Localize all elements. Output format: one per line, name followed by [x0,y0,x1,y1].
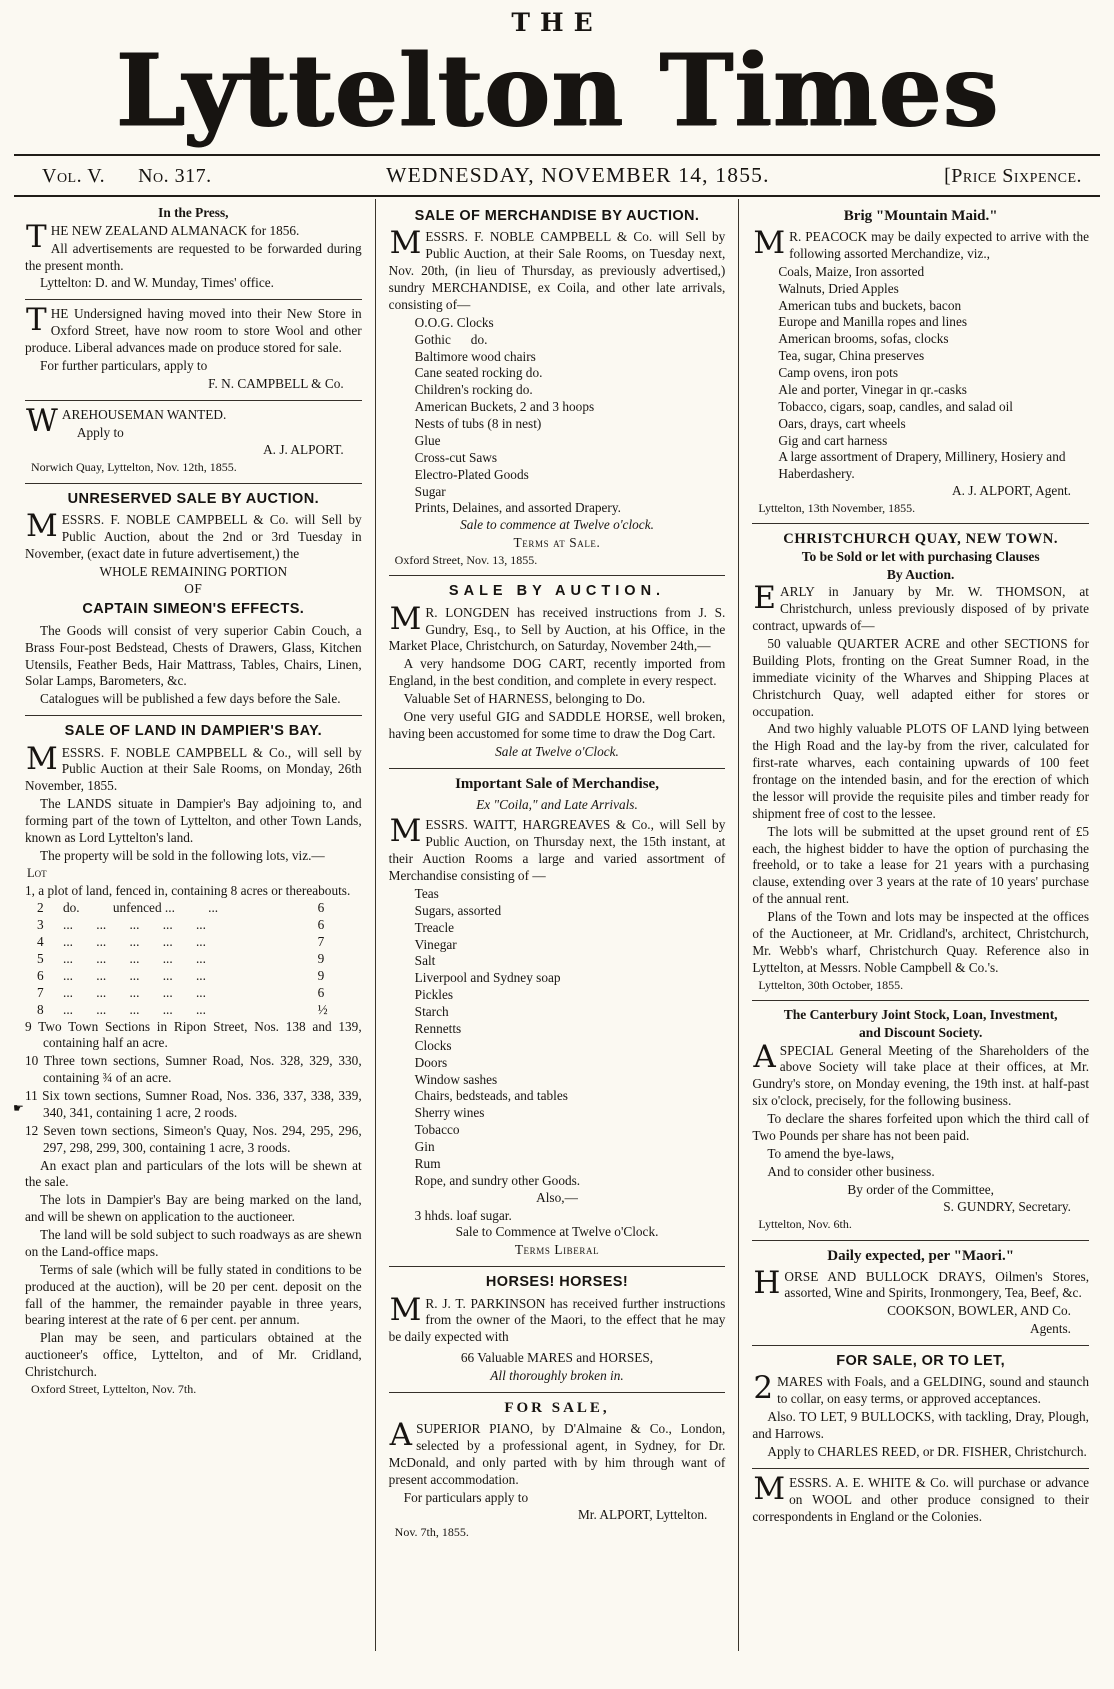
list-item: Liverpool and Sydney soap [414,970,561,986]
lot-number: 6 [37,967,44,983]
issue-info-bar [14,154,1100,197]
lot-number: 5 [37,951,44,967]
paragraph: The land will be sold subject to such roadways as are shewn on the Land-office maps. [25,1227,362,1259]
paragraph: Also. TO LET, 9 BULLOCKS, with tackling, Dray, Plough, and Harrows. [752,1409,1090,1442]
ad-title: CHRISTCHURCH QUAY, NEW TOWN. [783,531,1059,548]
list-item: Doors [414,1054,448,1070]
ad-sale-by-auction [389,582,726,760]
paragraph: The lots will be submitted at the upset ground rent of £5 each, the highest bidder to have the option of purchasing the freehold, or to take a lease for 21 years with a purchasing clause, extending over 3 years at the rate of 10 years' purchase of the annual rent. [752,823,1090,907]
ad-white-and-co [752,1470,1090,1526]
signature: S. GUNDRY, Secretary. [943,1199,1072,1215]
paragraph: EARLY in January by Mr. W. THOMSON, at Christchurch, unless previously disposed of by private contract, upwards of— [752,580,1090,634]
masthead-the: THE [511,8,603,37]
list-item: Pickles [414,987,454,1003]
list-item: Coals, Maize, Iron assorted [778,263,925,279]
dateline: Lyttelton, 13th November, 1855. [758,501,916,516]
masthead [0,8,1114,149]
signature: A. J. ALPORT. [263,442,344,458]
paragraph: The LANDS situate in Dampier's Bay adjoining to, and forming part of the town of Lyttelton, and other Town Lands, known as Lord Lyttelton's land. [25,796,362,845]
ad-title: FOR SALE, OR TO LET, [836,1353,1006,1370]
dateline: Lyttelton, Nov. 6th. [758,1217,852,1232]
lot-description: ... ... ... ... ... [63,917,206,933]
lot-item: 11 Six town sections, Sumner Road, Nos. 336, 337, 338, 339, 340, 341, containing 1 acre, 2 roods. [25,1088,362,1120]
paragraph: To amend the bye-laws, [767,1145,895,1161]
paragraph: THE NEW ZEALAND ALMANACK for 1856. [26,218,300,255]
ad-title: Brig "Mountain Maid." [843,207,998,224]
article-divider [752,523,1089,524]
list-item: Sugar [414,483,446,499]
article-divider [25,715,362,716]
ad-new-store [25,302,362,392]
lot-item-row [13,1088,362,1122]
paragraph: MR. J. T. PARKINSON has received further instructions from the owner of the Maori, to the effect that he may be daily expected with [388,1291,726,1345]
paragraph: And to consider other business. [767,1163,935,1179]
list-item: Starch [414,1004,449,1020]
paragraph: One very useful GIG and SADDLE HORSE, well broken, having been accustomed for some time to draw the Dog Cart. [388,708,726,741]
list-item: Vinegar [414,936,457,952]
paragraph: The Goods will consist of very superior Cabin Couch, a Brass Four-post Bedstead, Chests of Drawers, Glass, Kitchen Utensils, Feather Beds, Hair Mattrass, Tables, Chairs, Linen, Solar Lamps, Barometers, &c. [25,622,362,689]
issue-date: WEDNESDAY, NOVEMBER 14, 1855. [386,162,770,187]
paragraph: MR. PEACOCK may be daily expected to arrive with the following assorted Merchandize, viz., [753,225,1090,262]
paragraph: MESSRS. F. NOBLE CAMPBELL & Co. will Sell by Public Auction, at their Sale Rooms, on Tuesday next, Nov. 20th, (in lieu of Thursday, as previously advertised,) sundry MERCHANDISE, ex Coila, and other late arrivals, consisting of— [388,225,726,312]
display-line: 66 Valuable MARES and HORSES, [460,1350,654,1366]
lot-number: 3 [37,917,44,933]
terms-line: Terms Liberal [514,1242,600,1258]
list-item: Tobacco, cigars, soap, candles, and salad oil [778,398,1013,414]
ad-daily-expected-maori [752,1247,1089,1339]
kicker: In the Press, [158,204,229,220]
ad-christchurch-quay [752,530,1089,993]
lot-acreage: 9 [317,967,325,983]
paragraph: MESSRS. WAITT, HARGREAVES & Co., will Sell by Public Auction, on Thursday next, the 15th instant, at their Auction Rooms a large and varied assortment of Merchandise consisting of — [388,813,726,884]
list-item: Clocks [414,1037,452,1053]
dateline: Oxford Street, Lyttelton, Nov. 7th. [31,1381,197,1396]
lot-item: 9 Two Town Sections in Ripon Street, Nos. 138 and 139, containing half an acre. [25,1018,362,1051]
paragraph: An exact plan and particulars of the lots will be shewn at the sale. [25,1157,362,1190]
list-item: Gig and cart harness [778,432,888,448]
paragraph: MR. LONGDEN has received instructions from J. S. Gundry, Esq., to Sell by Auction, at his Office, in the Market Place, Christchurch, on Saturday, November 24th,— [388,600,726,654]
list-item: Baltimore wood chairs [414,348,536,364]
page-columns [12,199,1102,1651]
list-item: O.O.G. Clocks [414,314,494,330]
list-item: Cane seated rocking do. [414,365,543,381]
list-item: 3 hhds. loaf sugar. [414,1207,512,1223]
paragraph: All advertisements are requested to be forwarded during the present month. [25,240,362,273]
ad-title: The Canterbury Joint Stock, Loan, Investment, [783,1006,1058,1022]
article-divider [752,1000,1089,1001]
lot-acreage: ½ [317,1001,328,1017]
signature: A. J. ALPORT, Agent. [952,483,1072,499]
lot-table-row [25,985,362,1002]
list-item: Oars, drays, cart wheels [778,415,906,431]
list-item: Sugars, assorted [414,902,502,918]
lot-table-row [25,968,362,985]
dateline: Nov. 7th, 1855. [394,1525,469,1540]
list-item: Electro-Plated Goods [414,466,529,482]
list-item: A large assortment of Drapery, Millinery, Hosiery and Haberdashery. [778,449,1069,482]
signature: F. N. CAMPBELL & Co. [208,375,344,391]
lot-acreage: 6 [317,984,325,1000]
lot-number: 2 [37,900,44,916]
column-1 [12,199,375,1651]
ad-title: HORSES! HORSES! [485,1274,629,1291]
lot-acreage: 7 [317,934,325,950]
lot-acreage: 6 [317,900,325,916]
article-divider [25,299,362,300]
list-item: Glue [414,432,441,448]
list-item: Treacle [414,919,455,935]
paragraph: WAREHOUSEMAN WANTED. [26,402,227,439]
ad-merchandise-auction [389,207,726,568]
list-item: Chairs, bedsteads, and tables [414,1088,568,1104]
also-line: Also,— [536,1189,578,1205]
ad-title: Important Sale of Merchandise, [455,775,659,792]
paragraph: Apply to CHARLES REED, or DR. FISHER, Christchurch. [767,1443,1087,1459]
list-item: Sherry wines [414,1105,485,1121]
display-line: CAPTAIN SIMEON'S EFFECTS. [82,601,305,618]
ad-brig-mountain-maid [752,207,1089,516]
lot-acreage: 9 [317,951,325,967]
paragraph: ASUPERIOR PIANO, by D'Almaine & Co., London, selected by a professional agent, in Sydney, for Dr. McDonald, and only parted with by him through want of present accommodation. [388,1417,726,1487]
paragraph: MESSRS. A. E. WHITE & Co. will purchase or advance on WOOL and other produce consigned to their correspondents in England or the Colonies. [752,1470,1090,1524]
signature: Agents. [1030,1321,1072,1337]
paragraph: The lots in Dampier's Bay are being marked on the land, and will be shewn on application to the auctioneer. [25,1192,362,1225]
article-divider [389,1266,726,1267]
list-item: Camp ovens, iron pots [778,365,899,381]
article-divider [752,1468,1089,1469]
dateline: Oxford Street, Nov. 13, 1855. [394,553,538,567]
sale-time-line: Sale at Twelve o'Clock. [495,743,619,759]
lot-description: ... ... ... ... ... [63,1001,206,1017]
paragraph: Plan may be seen, and particulars obtained at the auctioneer's office, Lyttelton, and of Mr. Cridland, Christchurch. [25,1330,362,1380]
list-item: Prints, Delaines, and assorted Drapery. [414,500,621,516]
ad-subtitle: By Auction. [886,566,955,582]
sale-time-line: Sale to commence at Twelve o'clock. [460,517,654,533]
ad-piano-for-sale [389,1399,726,1541]
paragraph: Lyttelton: D. and W. Munday, Times' office. [40,275,274,291]
paragraph: Catalogues will be published a few days before the Sale. [40,691,341,707]
list-item: Teas [414,885,439,901]
lot-item: 1, a plot of land, fenced in, containing 8 acres or thereabouts. [25,882,351,898]
article-divider [389,1392,726,1393]
newspaper-title: Lyttelton Times [115,33,999,149]
ad-title: SALE BY AUCTION. [448,583,666,600]
lot-description: ... ... ... ... ... [63,934,206,950]
ad-land-sale [13,722,362,1397]
list-item: Cross-cut Saws [414,449,498,465]
paragraph: A very handsome DOG CART, recently imported from England, in the best condition, and complete in every respect. [388,656,726,689]
list-item: American brooms, sofas, clocks [778,331,949,347]
sale-time-line: Sale to Commence at Twelve o'Clock. [455,1224,659,1240]
price: [Price Sixpence. [944,164,1082,187]
lot-number: 8 [37,1001,44,1017]
display-line: WHOLE REMAINING PORTION [99,563,288,579]
lot-table-row [25,1002,362,1019]
ad-important-sale [389,775,726,1260]
paragraph: 2MARES with Foals, and a GELDING, sound and staunch to collar, on easy terms, or approved acceptances. [753,1370,1090,1407]
lot-description: ... ... ... ... ... [63,984,206,1000]
lot-number: 7 [37,984,44,1000]
list-item: Rope, and sundry other Goods. [414,1172,581,1188]
display-line: OF [184,581,203,597]
list-item: American Buckets, 2 and 3 hoops [414,399,595,415]
paragraph: For particulars apply to [403,1489,529,1505]
lot-table-row [25,951,362,968]
article-divider [389,575,726,576]
committee-line: By order of the Committee, [847,1181,994,1197]
paragraph: And two highly valuable PLOTS OF LAND lying between the High Road and the lay-by from the river, calculated for first-rate wharves, each containing upwards of 100 feet frontage on the intended basin, and for the erection of which the lessor will provide the requisite piles and timber ready for shipment free of cost to the lessee. [752,721,1090,821]
signature: Mr. ALPORT, Lyttelton. [577,1507,708,1523]
paragraph: 50 valuable QUARTER ACRE and other SECTIONS for Building Plots, fronting on the Great Sumner Road, in the immediate vicinity of the Wharves and Shipping Places at Christchurch Quay, well adapted either for stores or occupation. [752,636,1090,719]
list-item: Gothic do. [414,331,488,347]
article-divider [25,400,362,401]
paragraph: MESSRS. F. NOBLE CAMPBELL & Co., will sell by Public Auction at their Sale Rooms, on Monday, 26th November, 1855. [25,740,362,794]
lot-table-row [25,934,362,951]
volume-number: Vol. V. No. 317. [42,164,212,187]
ad-title: Daily expected, per "Maori." [827,1247,1015,1264]
ad-horses [389,1273,726,1385]
ad-canterbury-society [752,1007,1089,1233]
list-item: American tubs and buckets, bacon [778,297,962,313]
article-divider [752,1240,1089,1241]
list-item: Walnuts, Dried Apples [778,280,899,296]
ad-subtitle: Ex "Coila," and Late Arrivals. [476,796,638,812]
paragraph: THE Undersigned having moved into their New Store in Oxford Street, have now room to store Wool and other produce. Liberal advances made on produce stored for sale. [25,302,362,356]
terms-line: Terms at Sale. [513,535,601,551]
lot-label: Lot [27,865,47,880]
ad-title: SALE OF LAND IN DAMPIER'S BAY. [64,723,323,740]
display-line: All thoroughly broken in. [490,1368,624,1384]
list-item: Europe and Manilla ropes and lines [778,314,968,330]
paragraph: Apply to [76,424,124,440]
column-3 [738,199,1102,1651]
article-divider [389,768,726,769]
lot-description: ... ... ... ... ... [63,951,206,967]
list-item: Ale and porter, Vinegar in qr.-casks [778,381,967,397]
paragraph: The property will be sold in the following lots, viz.— [40,847,325,863]
paragraph: To declare the shares forfeited upon which the third call of Two Pounds per share has not been paid. [752,1111,1090,1143]
ad-unreserved-sale [25,490,362,709]
paragraph: Terms of sale (which will be fully stated in conditions to be produced at the auction), will be 20 per cent. deposit on the fall of the hammer, the remainder payable in three years, bearing interest at the rate of 6 per cent. per annum. [25,1261,362,1328]
ad-subtitle: To be Sold or let with purchasing Clauses [801,548,1040,564]
ad-warehouseman [25,402,362,476]
list-item: Children's rocking do. [414,382,533,398]
ad-title: FOR SALE, [504,1399,610,1416]
list-item: Salt [414,953,436,969]
column-2 [375,199,739,1651]
list-item: Window sashes [414,1071,498,1087]
paragraph: Plans of the Town and lots may be inspected at the offices of the Auctioneer, at Mr. Cridland's, architect, Christchurch, Mr. Webb's wharf, Christchurch Quay. Reference also in Lyttelton, at Messrs. Noble Campbell & Co.'s. [752,909,1090,975]
ad-title: and Discount Society. [858,1024,983,1040]
paragraph: HORSE AND BULLOCK DRAYS, Oilmen's Stores, assorted, Wine and Spirits, Ironmongery, Tea, Beef, &c. [753,1264,1090,1301]
list-item: Rum [414,1155,441,1171]
paragraph: MESSRS. F. NOBLE CAMPBELL & Co. will Sell by Public Auction, about the 2nd or 3rd Tuesday in November, (exact date in future advertisement,) the [25,507,362,561]
lot-table-row [25,917,362,934]
ad-for-sale-or-to-let [752,1352,1089,1461]
list-item: Tea, sugar, China preserves [778,348,925,364]
list-item: Tobacco [414,1122,460,1138]
signature: COOKSON, BOWLER, AND Co. [887,1303,1072,1319]
lot-description: ... ... ... ... ... [63,967,206,983]
lot-acreage: 6 [317,917,325,933]
lot-table-row [25,900,362,917]
lot-item: 10 Three town sections, Sumner Road, Nos. 328, 329, 330, containing ¾ of an acre. [25,1053,362,1086]
pointer-hand-icon: ☛ [13,1101,24,1116]
dateline: Lyttelton, 30th October, 1855. [758,977,904,992]
article-divider [25,483,362,484]
list-item: Gin [414,1139,435,1155]
paragraph: ASPECIAL General Meeting of the Shareholders of the above Society will take place at their offices, at Mr. Gundry's store, on Monday evening, the 19th inst. at half-past six o'clock, precisely, for the following business. [752,1038,1090,1109]
list-item: Rennetts [414,1020,462,1036]
article-divider [752,1345,1089,1346]
paragraph: For further particulars, apply to [40,357,208,373]
lot-description: do. unfenced ... ... [63,900,219,916]
dateline: Norwich Quay, Lyttelton, Nov. 12th, 1855. [31,460,237,475]
lot-number: 4 [37,934,44,950]
paragraph: Valuable Set of HARNESS, belonging to Do. [403,691,646,707]
ad-title: SALE OF MERCHANDISE BY AUCTION. [414,207,700,224]
ad-almanack [25,205,362,292]
lot-item: 12 Seven town sections, Simeon's Quay, Nos. 294, 295, 296, 297, 298, 299, 300, containing 1 acre, 3 roods. [25,1122,362,1155]
ad-title: UNRESERVED SALE BY AUCTION. [67,490,320,507]
list-item: Nests of tubs (8 in nest) [414,416,542,431]
